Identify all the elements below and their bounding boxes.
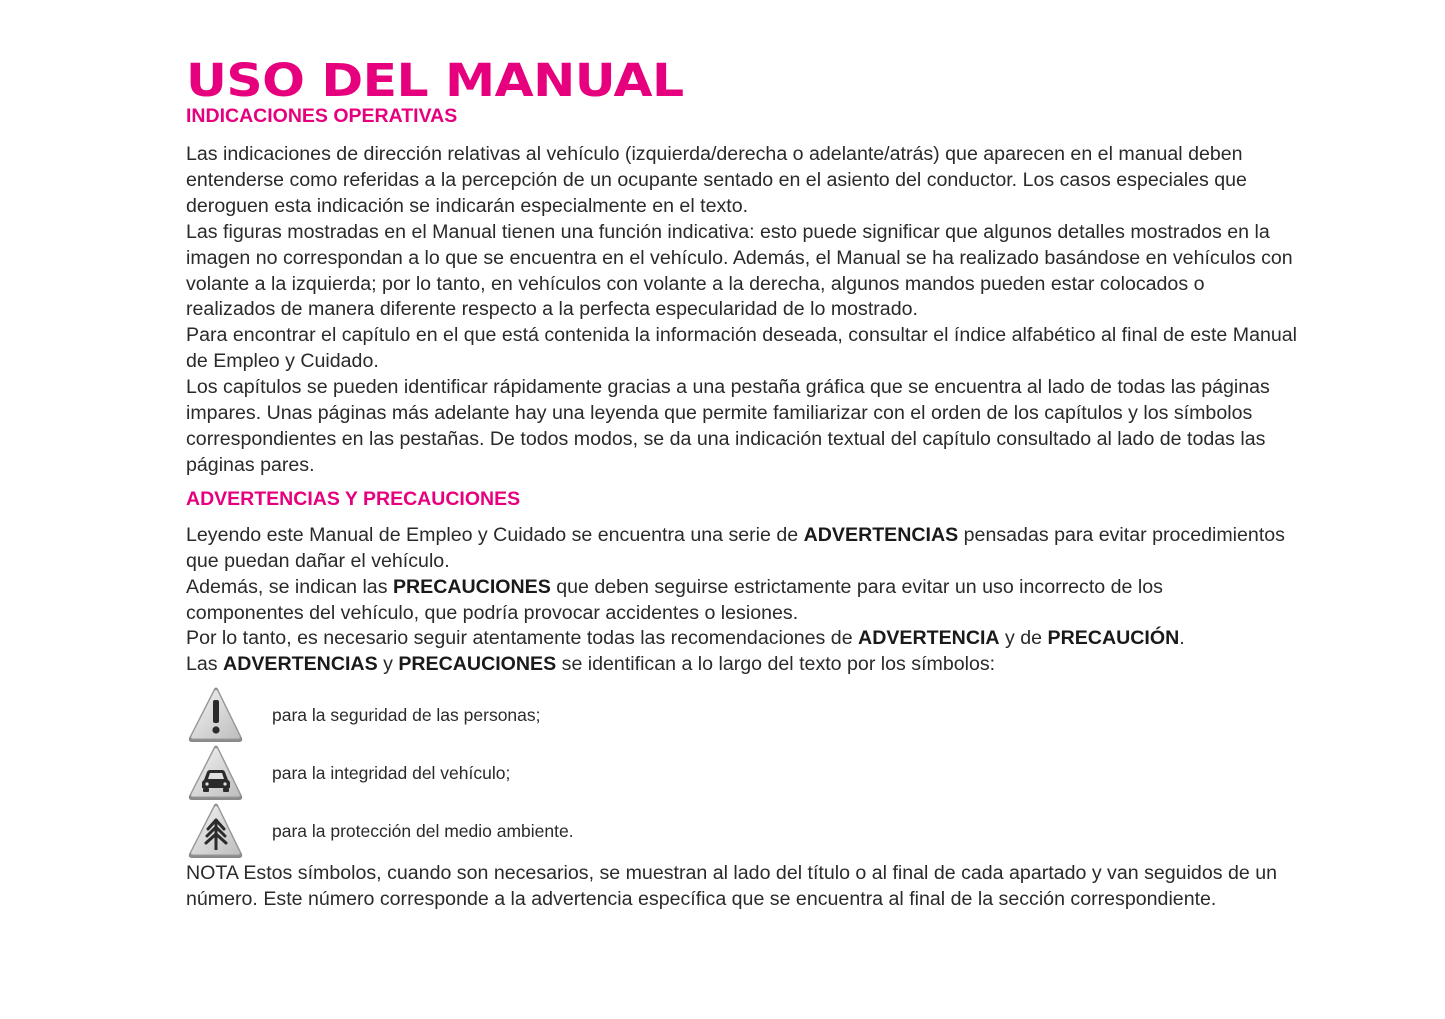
section-heading-indicaciones: INDICACIONES OPERATIVAS bbox=[186, 105, 458, 127]
body-line: que puedan dañar el vehículo. bbox=[186, 549, 450, 572]
manual-page bbox=[186, 54, 1356, 913]
body-line: páginas pares. bbox=[186, 453, 315, 476]
section-heading-advertencias: ADVERTENCIAS Y PRECAUCIONES bbox=[186, 487, 521, 510]
body-line: entenderse como referidas a la percepción de un ocupante sentado en el asiento del conductor. Los casos especiales que bbox=[186, 168, 1247, 191]
body-line: Además, se indican las PRECAUCIONES que deben seguirse estrictamente para evitar un uso incorrecto de los bbox=[186, 575, 1163, 598]
section-body-advertencias bbox=[186, 523, 1356, 678]
body-line: de Empleo y Cuidado. bbox=[186, 350, 379, 373]
exclamation-warning-icon bbox=[186, 686, 246, 744]
bold-term: ADVERTENCIAS bbox=[803, 523, 959, 546]
body-line: componentes del vehículo, que podría provocar accidentes o lesiones. bbox=[186, 601, 799, 624]
symbol-row bbox=[186, 744, 1356, 802]
symbol-description: para la seguridad de las personas; bbox=[272, 704, 541, 725]
page-title: USO DEL MANUAL bbox=[186, 54, 684, 107]
bold-term: ADVERTENCIA bbox=[858, 627, 1000, 650]
body-line: Las indicaciones de dirección relativas al vehículo (izquierda/derecha o adelante/atrás) que aparecen en el manual deben bbox=[186, 143, 1243, 165]
body-line: Las ADVERTENCIAS y PRECAUCIONES se identifican a lo largo del texto por los símbolos: bbox=[186, 653, 996, 676]
body-line: Leyendo este Manual de Empleo y Cuidado se encuentra una serie de ADVERTENCIAS pensadas para evitar procedimientos bbox=[186, 523, 1285, 546]
body-line: Los capítulos se pueden identificar rápidamente gracias a una pestaña gráfica que se encuentra al lado de todas las páginas bbox=[186, 376, 1270, 399]
symbol-description: para la protección del medio ambiente. bbox=[272, 820, 574, 841]
body-line: correspondientes en las pestañas. De todos modos, se da una indicación textual del capítulo consultado al lado de todas las bbox=[186, 427, 1266, 450]
bold-term: PRECAUCIONES bbox=[398, 653, 557, 676]
body-line: Las figuras mostradas en el Manual tienen una función indicativa: esto puede significar que algunos detalles mostrados en la bbox=[186, 220, 1270, 243]
section-body-indicaciones bbox=[186, 142, 1356, 479]
bold-term: ADVERTENCIAS bbox=[223, 653, 378, 676]
body-line: realizados de manera diferente respecto a la perfecta especularidad de lo mostrado. bbox=[186, 298, 918, 321]
body-line: Por lo tanto, es necesario seguir atentamente todas las recomendaciones de ADVERTENCIA y de PRECAUCIÓN. bbox=[186, 627, 1185, 650]
symbol-legend bbox=[186, 686, 1356, 860]
nota-block bbox=[186, 861, 1356, 913]
car-warning-icon bbox=[186, 744, 246, 802]
body-line: Para encontrar el capítulo en el que está contenida la información deseada, consultar el índice alfabético al final de este Manual bbox=[186, 324, 1298, 347]
body-line: imagen no correspondan a lo que se encuentra en el vehículo. Además, el Manual se ha realizado basándose en vehículos con bbox=[186, 246, 1293, 269]
bold-term: PRECAUCIÓN bbox=[1047, 627, 1180, 650]
symbol-row bbox=[186, 686, 1356, 744]
body-line: volante a la izquierda; por lo tanto, en vehículos con volante a la derecha, algunos mandos pueden estar colocados o bbox=[186, 272, 1205, 295]
symbol-row bbox=[186, 802, 1356, 860]
bold-term: PRECAUCIONES bbox=[392, 575, 551, 598]
symbol-description: para la integridad del vehículo; bbox=[272, 762, 511, 783]
body-line: impares. Unas páginas más adelante hay una leyenda que permite familiarizar con el orden de los capítulos y los símbolos bbox=[186, 402, 1253, 425]
body-line: número. Este número corresponde a la advertencia específica que se encuentra al final de la sección correspondiente. bbox=[186, 888, 1217, 911]
tree-warning-icon bbox=[186, 802, 246, 860]
body-line: NOTA Estos símbolos, cuando son necesarios, se muestran al lado del título o al final de cada apartado y van seguidos de un bbox=[186, 862, 1278, 885]
body-line: deroguen esta indicación se indicarán especialmente en el texto. bbox=[186, 194, 749, 217]
